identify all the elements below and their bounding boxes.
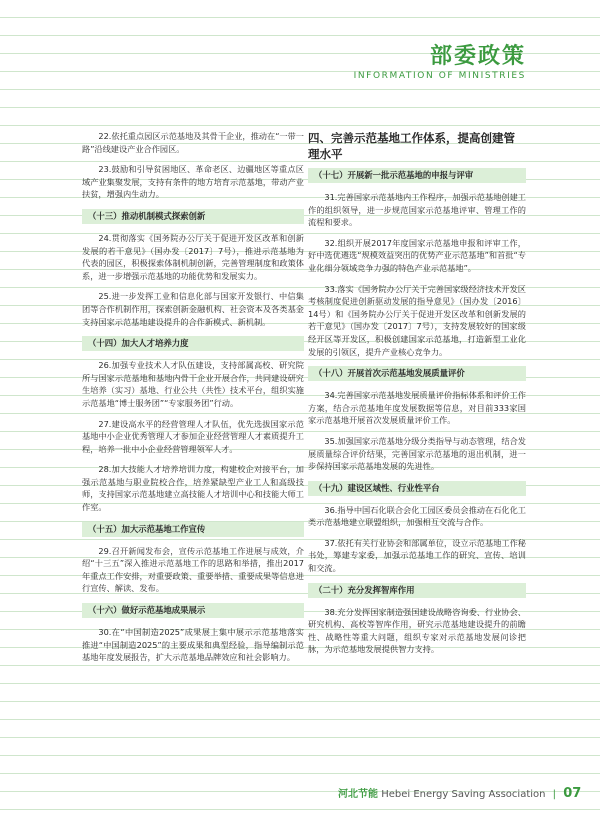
section-title: 部委政策 [429, 44, 526, 69]
article-paragraph: 22.依托重点园区示范基地及其骨干企业，推动在“一带一路”沿线建设产业合作园区。 [82, 131, 304, 154]
chapter-heading: 四、完善示范基地工作体系，提高创建管理水平 [308, 131, 515, 161]
article-paragraph: 32.组织开展2017年度国家示范基地申报和评审工作，好中选优遴选“规模效益突出的优势产业示范基地”和首批“专业化细分领域竞争力强的特色产业示范基地”。 [308, 237, 526, 273]
article-paragraph: 27.建设高水平的经营管理人才队伍，优先选拔国家示范基地中小企业优秀管理人才参加企业经营管理人才素质提升工程，培养一批中小企业经营管理领军人才。 [82, 418, 304, 454]
article-paragraph: 23.鼓励和引导贫困地区、革命老区、边疆地区等重点区域产业集聚发展，支持有条件的地方培育示范基地，带动产业扶贫，增强内生动力。 [82, 164, 304, 200]
article-paragraph: 36.指导中国石化联合会化工园区委员会推动在石化化工类示范基地建立联盟组织，加强相互交流与合作。 [308, 504, 526, 528]
subsection-heading: （十三）推动机制模式探索创新 [82, 209, 304, 224]
right-column [308, 130, 526, 664]
section-header [354, 44, 526, 81]
publication-name-cn: 河北节能 [338, 789, 378, 800]
article-paragraph: 28.加大技能人才培养培训力度，构建校企对接平台，加强示范基地与职业院校合作，培养紧缺型产业工人和高级技师，支持国家示范基地建立高技能人才培训中心和技能大师工作室。 [82, 464, 304, 513]
page-number: 07 [563, 786, 582, 801]
left-column [82, 130, 304, 672]
subsection-heading: （十五）加大示范基地工作宣传 [82, 522, 304, 537]
subsection-heading: （十九）建设区域性、行业性平台 [308, 481, 526, 496]
footer-separator: | [552, 789, 557, 800]
subsection-heading: （二十）充分发挥智库作用 [308, 583, 526, 598]
page-footer [338, 785, 581, 801]
article-paragraph: 29.召开新闻发布会，宣传示范基地工作进展与成效，介绍“十三五”深入推进示范基地工作的思路和举措，推出2017年重点工作安排，对重要政策、重要举措、重要成果等信息进行宣传、解读、发布。 [82, 545, 304, 594]
article-paragraph: 34.完善国家示范基地发展质量评价指标体系和评价工作方案，结合示范基地年度发展数据等信息，对目前333家国家示范基地开展首次发展质量评价工作。 [308, 390, 526, 426]
article-paragraph: 35.加强国家示范基地分级分类指导与动态管理，结合发展质量综合评价结果，完善国家示范基地的退出机制，进一步保持国家示范基地发展的先进性。 [308, 435, 526, 472]
subsection-heading: （十四）加大人才培养力度 [82, 336, 304, 351]
subsection-heading: （十八）开展首次示范基地发展质量评价 [308, 366, 526, 381]
article-paragraph: 33.落实《国务院办公厅关于完善国家级经济技术开发区考核制度促进创新驱动发展的指导意见》（国办发〔2016〕14号）和《国务院办公厅关于促进开发区改革和创新发展的若干意见》（国办发〔2017〕7号），支持发展较好的国家级经开区等开发区，积极创建国家示范基地，打造新型工业化发展的引领区，提升产业核心竞争力。 [308, 283, 526, 357]
article-paragraph: 38.充分发挥国家制造强国建设战略咨询委、行业协会、研究机构、高校等智库作用，研究示范基地建设提升的前瞻性、战略性等重大问题，组织专家对示范基地发展问诊把脉，为示范基地发展提供智力支持。 [308, 606, 526, 655]
article-paragraph: 37.依托有关行业协会和部属单位，设立示范基地工作秘书处，筹建专家委，加强示范基地工作的研究、宣传、培训和交流。 [308, 537, 526, 574]
subsection-heading: （十七）开展新一批示范基地的申报与评审 [308, 168, 526, 183]
publication-name-en: Hebei Energy Saving Association [381, 789, 546, 800]
section-subtitle: INFORMATION OF MINISTRIES [353, 71, 526, 81]
subsection-heading: （十六）做好示范基地成果展示 [82, 603, 304, 618]
article-paragraph: 25.进一步发挥工业和信息化部与国家开发银行、中信集团等合作机制作用，探索创新金融机构、社会资本及各类基金支持国家示范基地建设提升的合作新模式、新机制。 [82, 291, 304, 327]
article-paragraph: 30.在“中国制造2025”成果展上集中展示示范基地落实推进“中国制造2025”的主要成果和典型经验，指导编制示范基地年度发展报告，扩大示范基地品牌效应和社会影响力。 [82, 627, 304, 663]
article-paragraph: 31.完善国家示范基地内工作程序，加强示范基地创建工作的组织领导，进一步规范国家示范基地评审、管理工作的流程和要求。 [308, 192, 526, 228]
article-paragraph: 24.贯彻落实《国务院办公厅关于促进开发区改革和创新发展的若干意见》（国办发〔2017〕7号），推进示范基地为代表的园区，积极探索体制机制创新，完善管理制度和政策体系，进一步增强示范基地的功能优势和发展实力。 [82, 232, 304, 281]
article-paragraph: 26.加强专业技术人才队伍建设，支持部属高校、研究院所与国家示范基地和基地内骨干企业开展合作，共同建设研究生培养（实习）基地、行业公共（共性）技术平台，组织实施示范基地“博士服务团”“专家服务团”行动。 [82, 360, 304, 408]
